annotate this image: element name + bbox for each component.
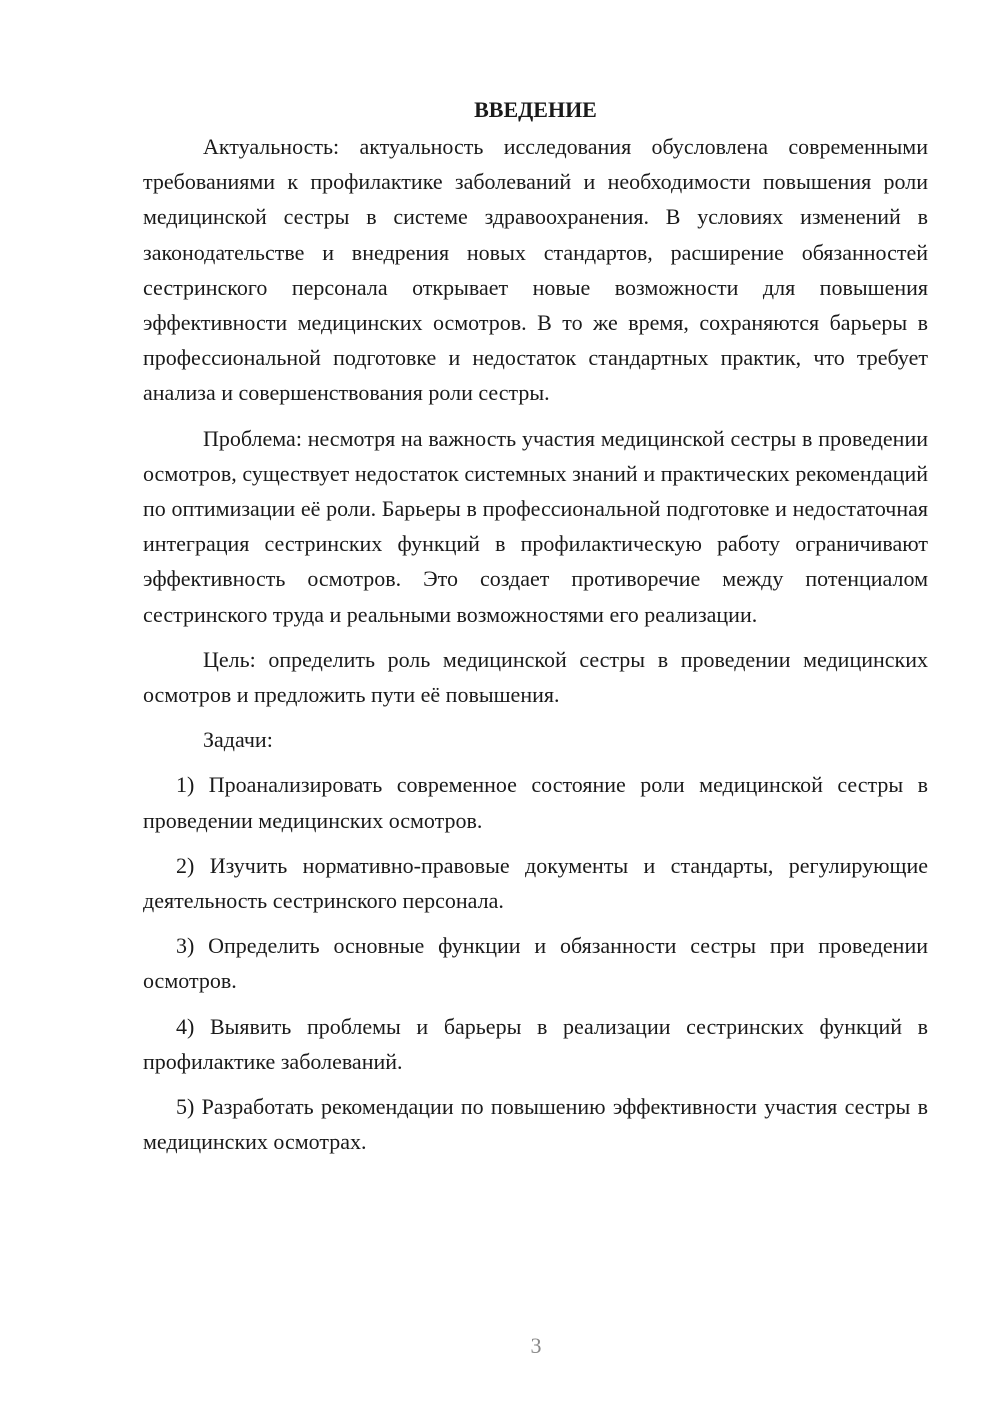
tasks-heading: Задачи:: [203, 727, 273, 753]
paragraph-goal: Цель: определить роль медицинской сестры в проведении медицинских осмотров и предложить пути её повышения.: [143, 646, 928, 708]
section-title: ВВЕДЕНИЕ: [474, 97, 597, 122]
task-item-3: 3) Определить основные функции и обязанности сестры при проведении осмотров.: [143, 933, 928, 994]
task-item-2: 2) Изучить нормативно-правовые документы и стандарты, регулирующие деятельность сестринского персонала.: [143, 852, 928, 914]
paragraph-problem: Проблема: несмотря на важность участия медицинской сестры в проведении осмотров, существует недостаток системных знаний и практических рекомендаций по оптимизации её роли. Барьеры в профессиональной подготовке и недостаточная интеграция сестринских функций в профилактическую работу ограничивают эффективность осмотров. Это создает противоречие между потенциалом сестринского труда и реальными возможностями его реализации.: [143, 425, 928, 627]
page-number: 3: [530, 1333, 542, 1358]
task-item-4: 4) Выявить проблемы и барьеры в реализации сестринских функций в профилактике заболеваний.: [143, 1013, 928, 1074]
task-item-1: 1) Проанализировать современное состояние роли медицинской сестры в проведении медицинских осмотров.: [143, 772, 928, 833]
paragraph-relevance: Актуальность: актуальность исследования обусловлена современными требованиями к профилактике заболеваний и необходимости повышения роли медицинской сестры в системе здравоохранения. В условиях изменений в законодательстве и внедрения новых стандартов, расширение обязанностей сестринского персонала открывает новые возможности для повышения эффективности медицинских осмотров. В то же время, сохраняются барьеры в профессиональной подготовке и недостаток стандартных практик, что требует анализа и совершенствования роли сестры.: [143, 134, 928, 406]
document-page: [143, 92, 928, 1169]
task-item-5: 5) Разработать рекомендации по повышению эффективности участия сестры в медицинских осмотрах.: [143, 1094, 928, 1155]
